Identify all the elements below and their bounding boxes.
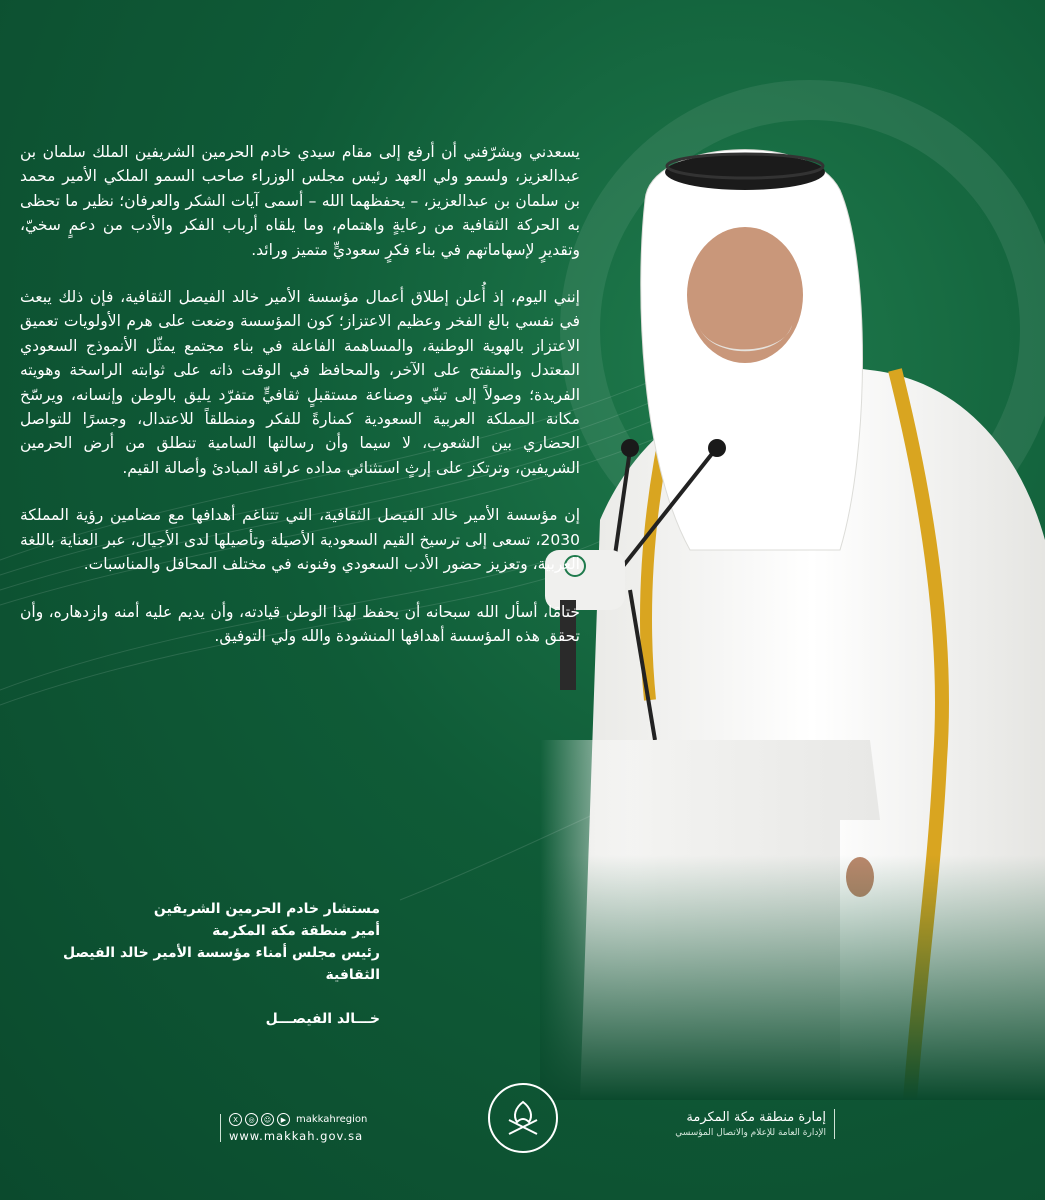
letter-paragraph-3: إن مؤسسة الأمير خالد الفيصل الثقافية، التي تتناغم أهدافها مع مضامين رؤية المملكة 2030، تسعى إلى ترسيخ القيم السعودية الأصيلة وتأصيلها لدى الأجيال، عبر العناية باللغة العربية، وتعزيز حضور الأدب السعودي وفنونه في مختلف المحافل والمناسبات. — [20, 506, 580, 574]
social-handle[interactable]: makkahregion — [296, 1114, 368, 1125]
speaker-photo — [540, 120, 1045, 1100]
footer-contact — [220, 1113, 367, 1143]
x-icon[interactable]: X — [229, 1113, 242, 1126]
org-subtitle: الإدارة العامة للإعلام والاتصال المؤسسي — [675, 1128, 826, 1138]
website-link[interactable]: www.makkah.gov.sa — [229, 1129, 364, 1143]
youtube-icon[interactable]: ▶ — [277, 1113, 290, 1126]
instagram-icon[interactable]: ◎ — [245, 1113, 258, 1126]
letter-paragraph-2: إنني اليوم، إذ أُعلن إطلاق أعمال مؤسسة الأمير خالد الفيصل الثقافية، فإن ذلك يبعث في نفسي بالغ الفخر وعظيم الاعتزاز؛ كون المؤسسة وضعت على هرم الأولويات تعميق الاعتزاز بالهوية الوطنية، والمساهمة الفاعلة في بناء مجتمع يمثّل الأنموذج السعودي المعتدل والمنفتح على الآخر، والمحافظ في الوقت ذاته على ثوابته الراسخة وهويته الفريدة؛ وصولاً إلى تبنّي وصناعة مستقبلٍ ثقافيٍّ متفرّد يليق بالوطن وإنسانه، ويرسّخ مكانة المملكة العربية السعودية كمنارةً للفكر ومنطلقاً للاعتدال، وجسرًا للتواصل الحضاري بين الشعوب، لا سيما وأن رسالتها السامية تنطلق من أرض الحرمين الشريفين، وترتكز على إرثٍ استثنائي مداده عراقة المبادئ وأصالة القيم. — [20, 288, 580, 477]
signature-title-3: رئيس مجلس أمناء مؤسسة الأمير خالد الفيصل الثقافية — [62, 945, 380, 983]
signature-block — [60, 898, 380, 1030]
social-row — [229, 1113, 367, 1126]
signature-title-1: مستشار خادم الحرمين الشريفين — [153, 901, 380, 917]
footer-divider-right — [834, 1109, 835, 1139]
footer-org — [675, 1109, 835, 1139]
letter-body — [20, 140, 580, 671]
footer — [0, 1075, 1045, 1200]
signature-name: خـــالد الفيصـــل — [265, 1011, 380, 1027]
letter-paragraph-4: ختامًا، أسأل الله سبحانه أن يحفظ لهذا الوطن قيادته، وأن يديم عليه أمنه وازدهاره، وأن تحقق هذه المؤسسة أهدافها المنشودة والله ولي التوفيق. — [20, 602, 580, 645]
saudi-emblem-icon — [488, 1083, 558, 1153]
snapchat-icon[interactable]: ☺ — [261, 1113, 274, 1126]
org-name: إمارة منطقة مكة المكرمة — [686, 1110, 826, 1125]
footer-divider-left — [220, 1114, 221, 1142]
letter-paragraph-1: يسعدني ويشرّفني أن أرفع إلى مقام سيدي خادم الحرمين الشريفين الملك سلمان بن عبدالعزيز، ولسمو ولي العهد رئيس مجلس الوزراء صاحب السمو الملكي الأمير محمد بن سلمان بن عبدالعزيز، – يحفظهما الله – أسمى آيات الشكر والعرفان؛ نظير ما تحظى به الحركة الثقافية من رعايةٍ واهتمام، وما يلقاه أرباب الفكر والأدب من دعمٍ سخيّ، وتقديرٍ لإسهاماتهم في بناء فكرٍ سعوديٍّ متميز ورائد. — [20, 143, 580, 259]
signature-title-2: أمير منطقة مكة المكرمة — [212, 923, 380, 939]
